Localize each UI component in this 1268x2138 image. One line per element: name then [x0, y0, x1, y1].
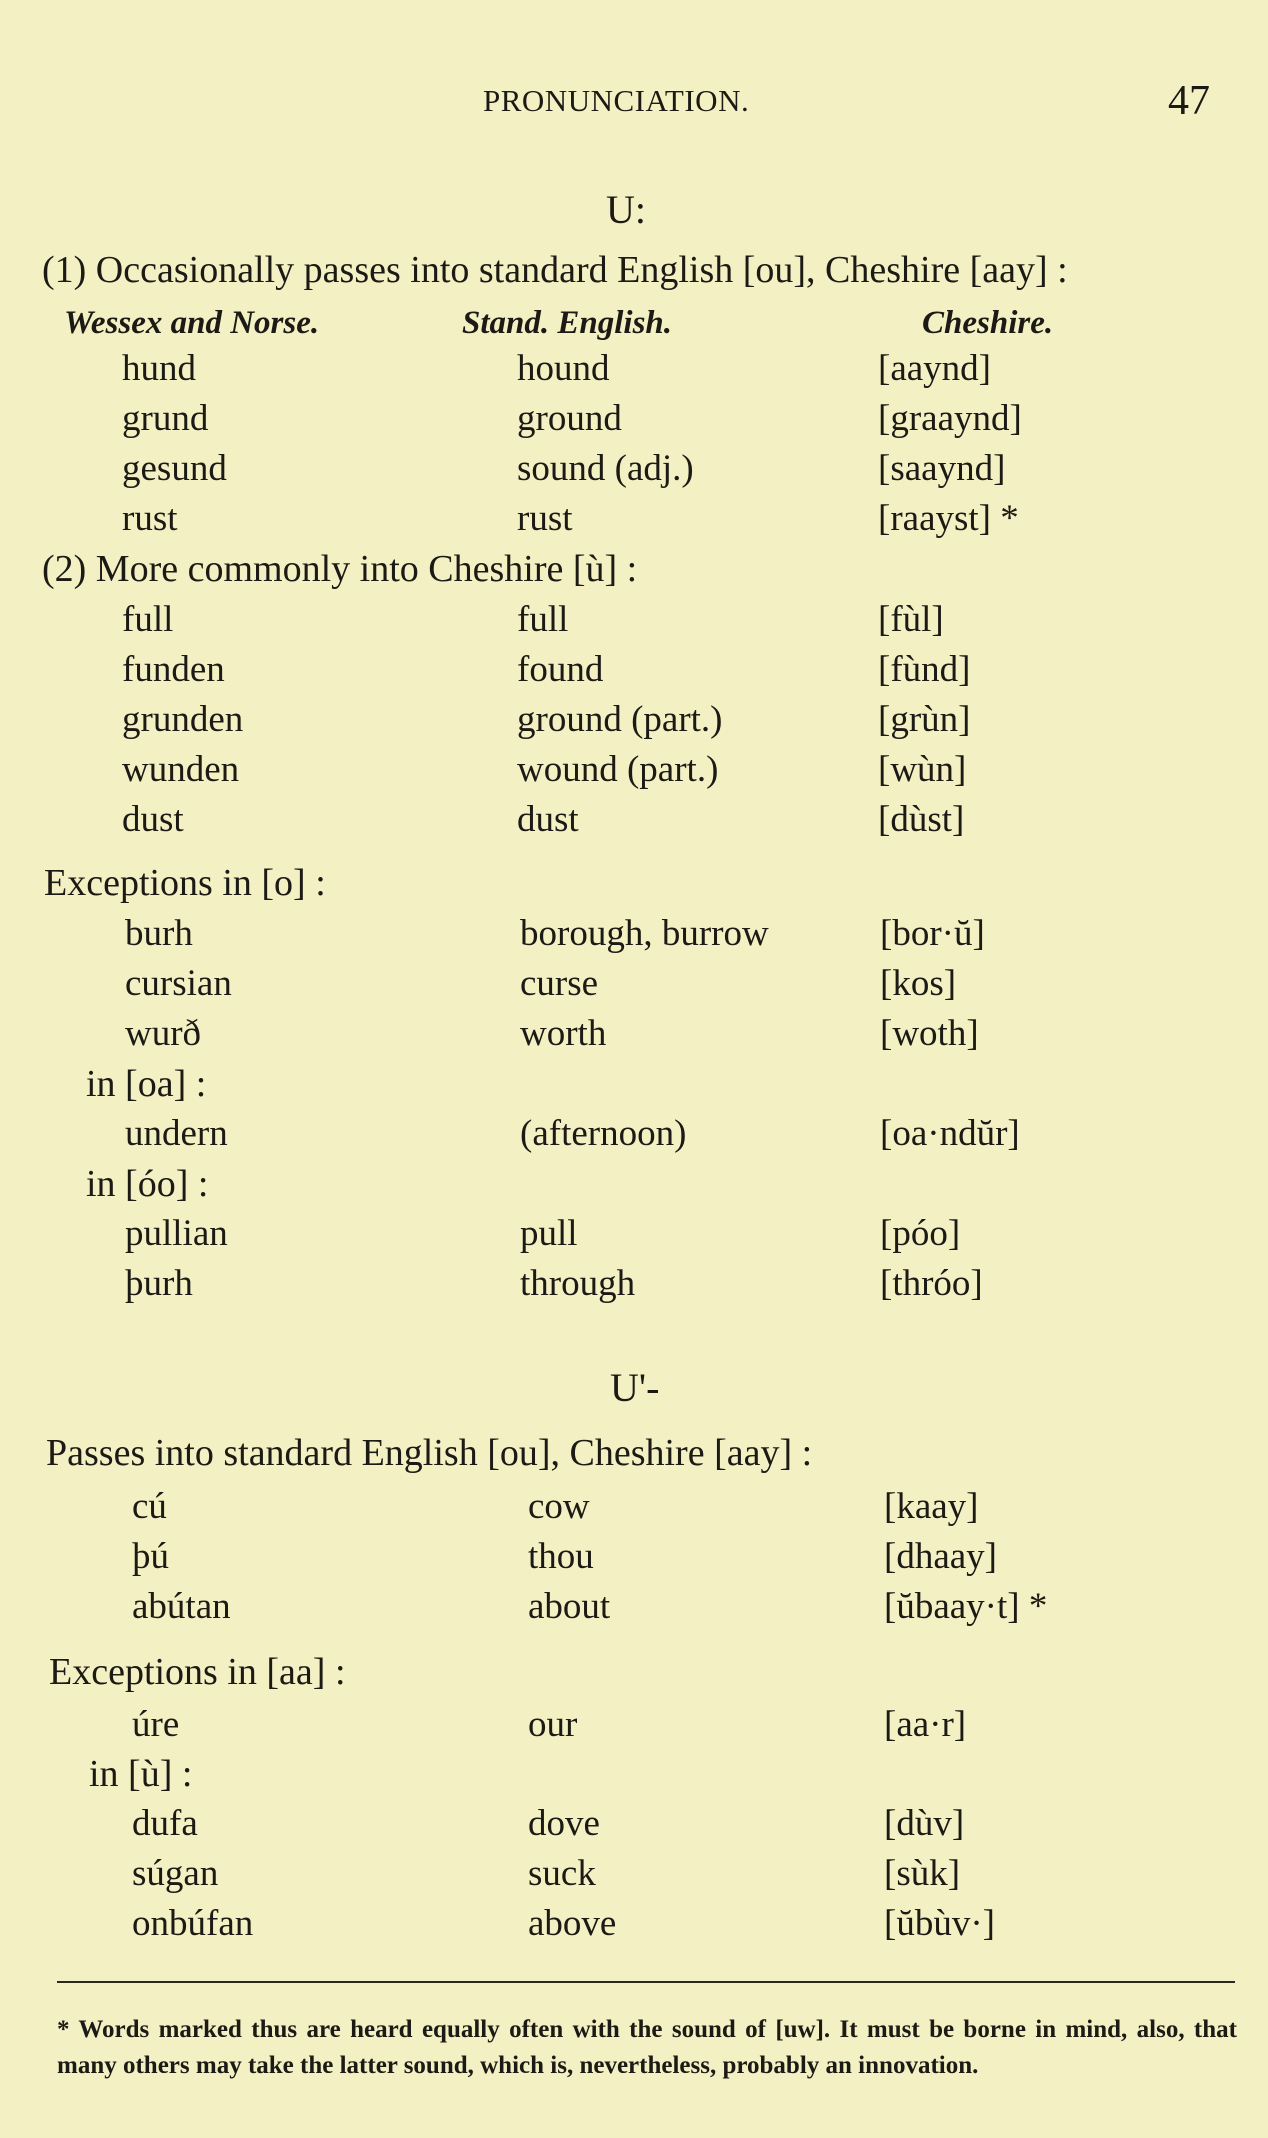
wessex-word: cú [132, 1486, 167, 1527]
standard-word: suck [528, 1853, 596, 1894]
intro-exceptions-aa: Exceptions in [aa] : [49, 1651, 346, 1693]
standard-word: dove [528, 1803, 600, 1844]
standard-word: dust [517, 799, 579, 840]
standard-word: (afternoon) [520, 1113, 687, 1154]
page-number: 47 [1168, 78, 1210, 124]
cheshire-word: [thróo] [880, 1263, 983, 1304]
standard-word: through [520, 1263, 636, 1304]
wessex-word: þú [132, 1536, 169, 1577]
standard-word: full [517, 599, 569, 640]
wessex-word: abútan [132, 1586, 231, 1627]
wessex-word: gesund [122, 448, 227, 489]
standard-word: ground [517, 398, 622, 439]
cheshire-word: [wùn] [878, 749, 967, 790]
cheshire-word: [sùk] [884, 1853, 961, 1894]
wessex-word: wurð [125, 1013, 202, 1054]
column-header-standard: Stand. English. [462, 305, 673, 341]
standard-word: about [528, 1586, 611, 1627]
wessex-word: full [122, 599, 174, 640]
footnote-text: * Words marked thus are heard equally often with the sound of [uw]. It must be borne in mind, also, that many others may take the latter sound, which is, nevertheless, probably an innovation. [57, 2016, 1237, 2079]
cheshire-word: [grùn] [878, 699, 971, 740]
intro-more-commonly: (2) More commonly into Cheshire [ù] : [42, 548, 638, 590]
standard-word: hound [517, 348, 610, 389]
wessex-word: wunden [122, 749, 240, 790]
wessex-word: burh [125, 913, 193, 954]
cheshire-word: [dùst] [878, 799, 965, 840]
standard-word: sound (adj.) [517, 448, 694, 489]
section-heading-u: U: [606, 187, 646, 232]
wessex-word: grund [122, 398, 209, 439]
standard-word: rust [517, 498, 573, 539]
cheshire-word: [woth] [880, 1013, 979, 1054]
standard-word: pull [520, 1213, 578, 1254]
cheshire-word: [dhaay] [884, 1536, 997, 1577]
wessex-word: dust [122, 799, 184, 840]
wessex-word: funden [122, 649, 225, 690]
intro-passes: Passes into standard English [ou], Cheshire [aay] : [46, 1432, 813, 1474]
standard-word: found [517, 649, 604, 690]
cheshire-word: [fùl] [878, 599, 944, 640]
cheshire-word: [kaay] [884, 1486, 979, 1527]
column-header-wessex: Wessex and Norse. [64, 305, 320, 341]
wessex-word: cursian [125, 963, 232, 1004]
cheshire-word: [fùnd] [878, 649, 971, 690]
wessex-word: rust [122, 498, 178, 539]
intro-in-oo: in [óo] : [86, 1163, 209, 1205]
cheshire-word: [oa·ndŭr] [880, 1113, 1020, 1154]
intro-in-u: in [ù] : [89, 1753, 193, 1795]
standard-word: worth [520, 1013, 607, 1054]
cheshire-word: [dùv] [884, 1803, 965, 1844]
cheshire-word: [graaynd] [878, 398, 1022, 439]
wessex-word: úre [132, 1704, 180, 1745]
cheshire-word: [aaynd] [878, 348, 991, 389]
wessex-word: súgan [132, 1853, 219, 1894]
footnote [57, 2012, 1237, 2084]
standard-word: ground (part.) [517, 699, 723, 740]
wessex-word: dufa [132, 1803, 198, 1844]
standard-word: thou [528, 1536, 594, 1577]
standard-word: curse [520, 963, 599, 1004]
column-header-cheshire: Cheshire. [922, 305, 1054, 341]
standard-word: above [528, 1903, 617, 1944]
standard-word: cow [528, 1486, 590, 1527]
intro-in-oa: in [oa] : [86, 1063, 207, 1105]
wessex-word: þurh [125, 1263, 193, 1304]
standard-word: wound (part.) [517, 749, 719, 790]
cheshire-word: [aa·r] [884, 1704, 967, 1745]
intro-exceptions-o: Exceptions in [o] : [44, 862, 326, 904]
running-head: PRONUNCIATION. [483, 83, 750, 118]
wessex-word: undern [125, 1113, 228, 1154]
footnote-divider [57, 1981, 1235, 1983]
standard-word: our [528, 1704, 578, 1745]
cheshire-word: [kos] [880, 963, 957, 1004]
cheshire-word: [ŭbùv·] [884, 1903, 995, 1944]
cheshire-word: [raayst] * [878, 498, 1019, 539]
cheshire-word: [póo] [880, 1213, 961, 1254]
cheshire-word: [saaynd] [878, 448, 1006, 489]
cheshire-word: [ŭbaay·t] * [884, 1586, 1048, 1627]
wessex-word: onbúfan [132, 1903, 254, 1944]
wessex-word: pullian [125, 1213, 228, 1254]
cheshire-word: [bor·ŭ] [880, 913, 985, 954]
wessex-word: hund [122, 348, 196, 389]
intro-occasionally: (1) Occasionally passes into standard English [ou], Cheshire [aay] : [42, 249, 1068, 291]
section-heading-u-long: U'- [610, 1365, 660, 1410]
wessex-word: grunden [122, 699, 244, 740]
standard-word: borough, burrow [520, 913, 769, 954]
